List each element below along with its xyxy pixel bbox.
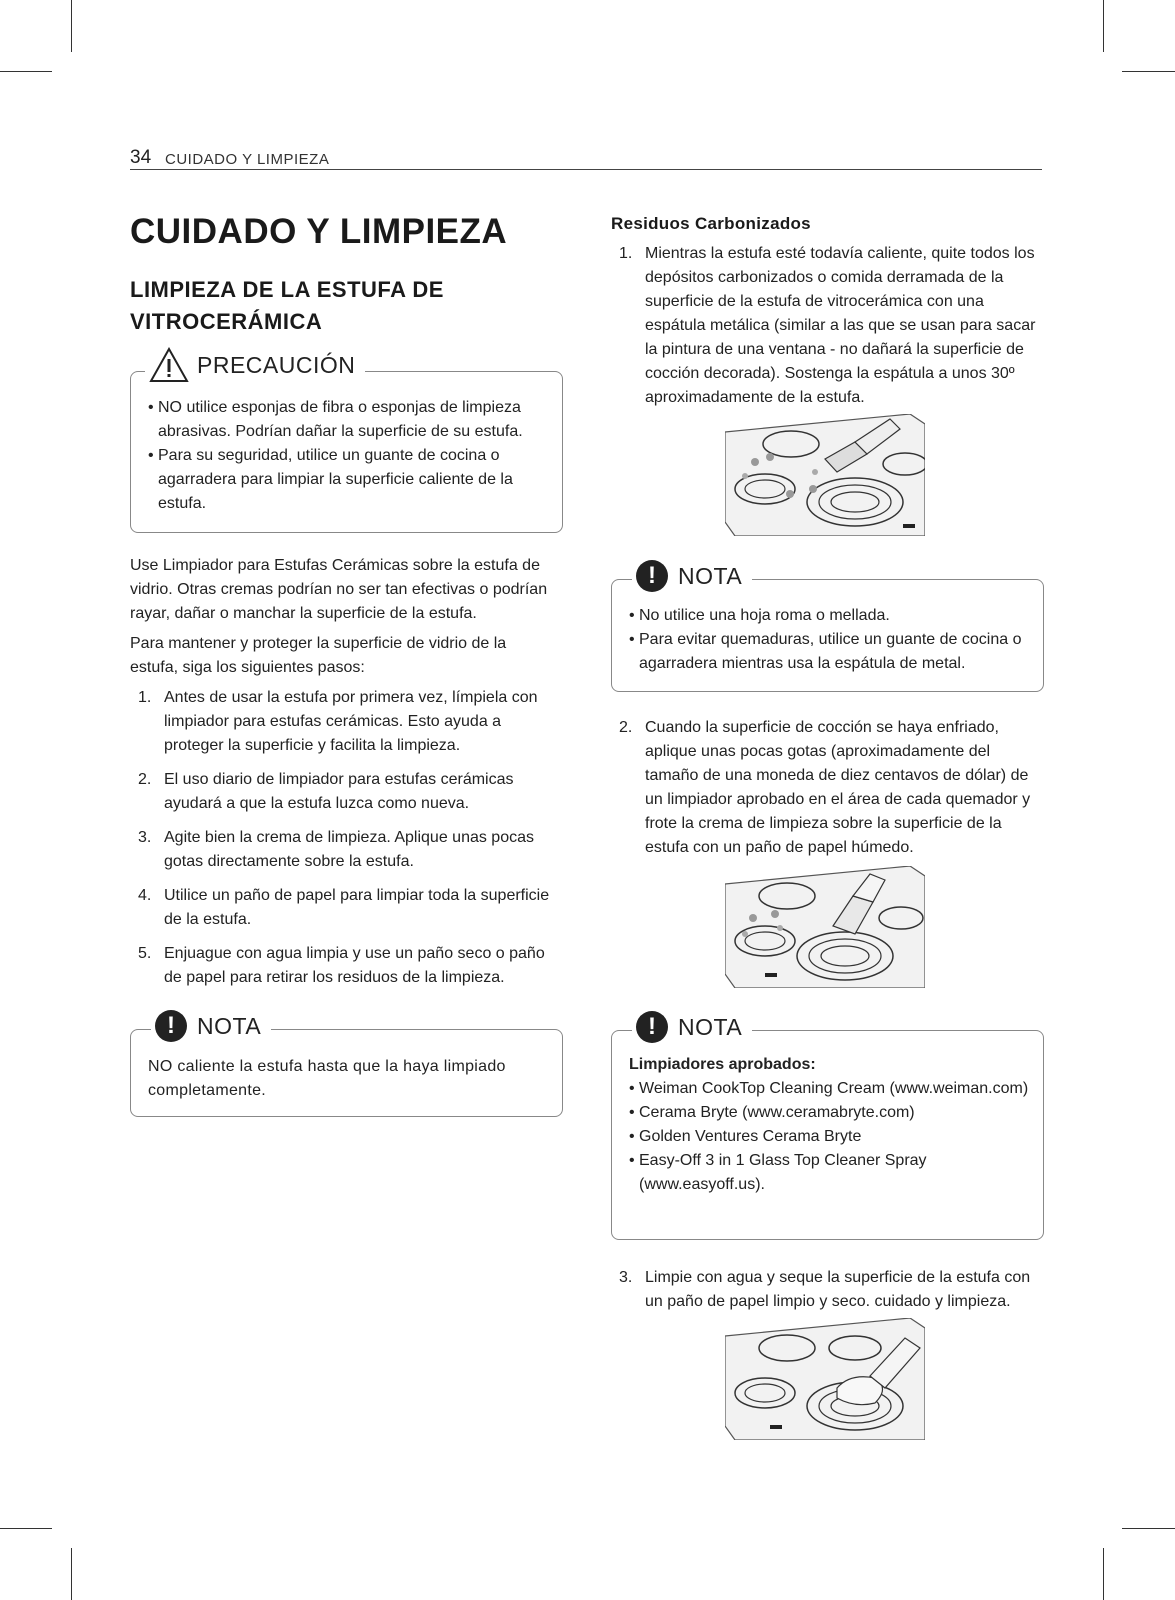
page-header bbox=[130, 147, 1042, 170]
page-title: CUIDADO Y LIMPIEZA bbox=[130, 212, 508, 251]
intro-paragraph: Use Limpiador para Estufas Cerámicas sobre la estufa de vidrio. Otras cremas podrían no ser tan efectivas o podrían rayar, dañar o manchar la superficie de la estufa. bbox=[130, 557, 548, 622]
cooktop-wiping-illustration bbox=[725, 1318, 925, 1440]
note-text: NO caliente la estufa hasta que la haya limpiado completamente. bbox=[148, 1058, 506, 1099]
cooktop-scraper-illustration bbox=[725, 414, 925, 536]
crop-mark bbox=[0, 1528, 52, 1529]
precaution-box bbox=[130, 351, 563, 533]
note-title: NOTA bbox=[197, 1012, 262, 1039]
note-title: NOTA bbox=[678, 562, 743, 589]
note-box bbox=[611, 1013, 1044, 1240]
list-item: 1. Mientras la estufa esté todavía caliente, quite todos los depósitos carbonizados o comida derramada de la superficie de la estufa de vitrocerámica con una espátula metálica (similar a las que se usan para sacar la pintura de una ventana - no dañará la superficie de cocción decorada). Sostenga la espátula a unos 30º aproximadamente de la estufa. bbox=[619, 245, 1036, 406]
crop-mark bbox=[71, 0, 72, 52]
precaution-item: • NO utilice esponjas de fibra o esponjas de limpieza abrasivas. Podrían dañar la superficie de su estufa. bbox=[148, 396, 543, 444]
crop-mark bbox=[1122, 71, 1175, 72]
precaution-item: • Para su seguridad, utilice un guante de cocina o agarradera para limpiar la superficie caliente de la estufa. bbox=[148, 444, 543, 516]
warning-triangle-icon bbox=[149, 347, 189, 383]
approved-cleaners-heading: Limpiadores aprobados: bbox=[629, 1056, 816, 1073]
list-item: 2. Cuando la superficie de cocción se haya enfriado, aplique unas pocas gotas (aproximadamente del tamaño de una moneda de diez centavos de dólar) de un limpiador aprobado en el área de cada quemador y frote la crema de limpieza sobre la superficie de la estufa con un paño de papel húmedo. bbox=[619, 719, 1031, 856]
note-item: • Para evitar quemaduras, utilice un guante de cocina o agarradera mientras usa la espátula de metal. bbox=[629, 628, 1029, 676]
note-title: NOTA bbox=[678, 1013, 743, 1040]
header-section: CUIDADO Y LIMPIEZA bbox=[165, 151, 330, 168]
crop-mark bbox=[1103, 0, 1104, 52]
note-item: • Easy-Off 3 in 1 Glass Top Cleaner Spray (www.easyoff.us). bbox=[629, 1149, 1029, 1197]
intro-paragraph: Para mantener y proteger la superficie de vidrio de la estufa, siga los siguientes pasos: bbox=[130, 635, 507, 676]
list-item: 5. Enjuague con agua limpia y use un paño seco o paño de papel para retirar los residuos de la limpieza. bbox=[138, 945, 545, 986]
crop-mark bbox=[1122, 1528, 1175, 1529]
note-item: • No utilice una hoja roma o mellada. bbox=[629, 604, 1029, 628]
list-item: 3. Agite bien la crema de limpieza. Aplique unas pocas gotas directamente sobre la estufa. bbox=[138, 829, 534, 870]
precaution-title: PRECAUCIÓN bbox=[197, 351, 356, 378]
crop-mark bbox=[1103, 1548, 1104, 1600]
residuos-heading: Residuos Carbonizados bbox=[611, 214, 811, 233]
exclamation-icon: ! bbox=[636, 1011, 668, 1043]
list-item: 1. Antes de usar la estufa por primera vez, límpiela con limpiador para estufas cerámicas. Esto ayuda a proteger la superficie y facilita la limpieza. bbox=[138, 689, 538, 754]
page-number: 34 bbox=[130, 147, 152, 168]
note-box bbox=[130, 1012, 563, 1117]
crop-mark bbox=[0, 71, 52, 72]
note-item: • Weiman CookTop Cleaning Cream (www.weiman.com) bbox=[629, 1077, 1029, 1101]
section-subtitle: LIMPIEZA DE LA ESTUFA DE VITROCERÁMICA bbox=[130, 277, 444, 334]
note-item: • Golden Ventures Cerama Bryte bbox=[629, 1125, 1029, 1149]
list-item: 2. El uso diario de limpiador para estufas cerámicas ayudará a que la estufa luzca como nueva. bbox=[138, 771, 514, 812]
exclamation-icon: ! bbox=[636, 560, 668, 592]
note-item: • Cerama Bryte (www.ceramabryte.com) bbox=[629, 1101, 1029, 1125]
crop-mark bbox=[71, 1548, 72, 1600]
list-item: 4. Utilice un paño de papel para limpiar toda la superficie de la estufa. bbox=[138, 887, 550, 928]
cleaning-steps bbox=[130, 686, 560, 990]
cooktop-cleaner-illustration bbox=[725, 866, 925, 988]
note-box bbox=[611, 562, 1044, 692]
exclamation-icon: ! bbox=[155, 1010, 187, 1042]
list-item: 3. Limpie con agua y seque la superficie de la estufa con un paño de papel limpio y seco. cuidado y limpieza. bbox=[619, 1269, 1031, 1310]
